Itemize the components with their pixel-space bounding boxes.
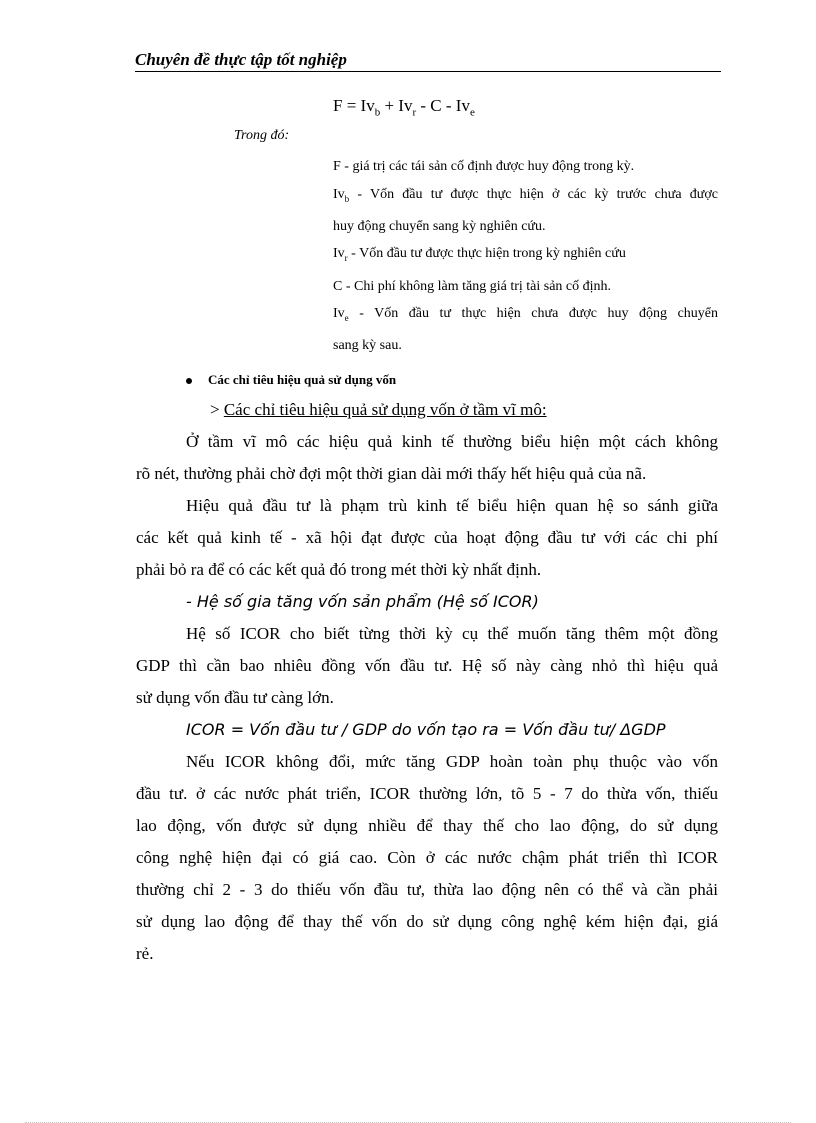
formula-sub: b xyxy=(374,106,381,119)
icor-heading: - Hệ số gia tăng vốn sản phẩm (Hệ số ICOR) xyxy=(186,592,539,611)
definition-f: F - giá trị các tái sản cố định được huy động trong kỳ. xyxy=(333,159,635,174)
bullet-text: Các chỉ tiêu hiệu quả sử dụng vốn xyxy=(208,372,397,387)
paragraph-line: phải bỏ ra để có các kết quả đó trong mét thời kỳ nhất định. xyxy=(136,560,542,579)
paragraph-line: rõ nét, thường phải chờ đợi một thời gian dài mới thấy hết hiệu quả của nã. xyxy=(136,464,647,483)
subheading xyxy=(210,398,547,422)
definition-text: - Vốn đầu tư được thực hiện ở các kỳ trước chưa được xyxy=(349,186,718,202)
definition-ive xyxy=(333,300,718,332)
paragraph-line: Hệ số ICOR cho biết từng thời kỳ cụ thể muốn tăng thêm một đồng xyxy=(186,624,718,643)
paragraph-line: sử dụng vốn đầu tư càng lớn. xyxy=(136,688,334,707)
definition-text: - Vốn đầu tư thực hiện chưa được huy động chuyển xyxy=(348,306,718,322)
bullet-icon xyxy=(186,378,192,384)
icor-formula: ICOR = Vốn đầu tư / GDP do vốn tạo ra = Vốn đầu tư/ ΔGDP xyxy=(186,720,666,739)
definition-symbol: Iv xyxy=(333,246,345,262)
definition-c: C - Chi phí không làm tăng giá trị tài sản cố định. xyxy=(333,278,612,294)
paragraph-line: GDP thì cần bao nhiêu đồng vốn đầu tư. Hệ số này càng nhỏ thì hiệu quả xyxy=(136,656,718,675)
definition-ivb-cont: huy động chuyển sang kỳ nghiên cứu. xyxy=(333,218,546,234)
definition-sub: b xyxy=(344,193,350,204)
paragraph-line: Nếu ICOR không đổi, mức tăng GDP hoàn toàn phụ thuộc vào vốn xyxy=(186,752,718,771)
definition-ivr xyxy=(333,240,718,272)
paragraph-line: công nghệ hiện đại có giá cao. Còn ở các nước chậm phát triển thì ICOR xyxy=(136,848,718,867)
formula-part: + Iv xyxy=(380,96,413,115)
definition-symbol: Iv xyxy=(333,186,345,202)
bullet-item xyxy=(186,370,396,390)
paragraph-line: Ở tầm vĩ mô các hiệu quả kinh tế thường biểu hiện một cách không xyxy=(186,432,718,451)
where-label: Trong đó: xyxy=(234,128,290,143)
definition-symbol: Iv xyxy=(333,306,345,322)
paragraph-line: đầu tư. ở các nước phát triển, ICOR thường lớn, tõ 5 - 7 do thừa vốn, thiếu xyxy=(136,784,718,803)
body-text xyxy=(136,426,718,970)
formula-part: - C - Iv xyxy=(416,96,470,115)
formula-sub: r xyxy=(412,106,417,119)
formula-part: F = Iv xyxy=(333,96,375,115)
subheading-prefix: > xyxy=(210,400,224,419)
paragraph-line: Hiệu quả đầu tư là phạm trù kinh tế biểu hiện quan hệ so sánh giữa xyxy=(186,496,718,515)
paragraph-line: sử dụng lao động để thay thế vốn do sử dụng công nghệ kém hiện đại, giá xyxy=(136,912,718,931)
definition-ive-cont: sang kỳ sau. xyxy=(333,338,402,354)
asset-formula xyxy=(333,95,475,123)
definition-sub: r xyxy=(344,253,348,264)
paragraph-line: lao động, vốn được sử dụng nhiều để thay thế cho lao động, do sử dụng xyxy=(136,816,718,835)
paragraph-line: các kết quả kinh tế - xã hội đạt được của hoạt động đầu tư với các chi phí xyxy=(136,528,718,547)
formula-sub: e xyxy=(469,106,475,119)
definition-text: - Vốn đầu tư được thực hiện trong kỳ nghiên cứu xyxy=(347,246,626,262)
definition-ivb xyxy=(333,181,718,213)
subheading-text: Các chỉ tiêu hiệu quả sử dụng vốn ở tầm vĩ mô: xyxy=(223,400,547,419)
paragraph-line: thường chỉ 2 - 3 do thiếu vốn đầu tư, thừa lao động nên có thể và cần phải xyxy=(136,880,718,899)
definitions-list xyxy=(333,153,718,360)
page-header-title: Chuyên đề thực tập tốt nghiệp xyxy=(135,50,721,72)
definition-sub: e xyxy=(344,312,349,323)
paragraph-line: rẻ. xyxy=(136,944,154,963)
